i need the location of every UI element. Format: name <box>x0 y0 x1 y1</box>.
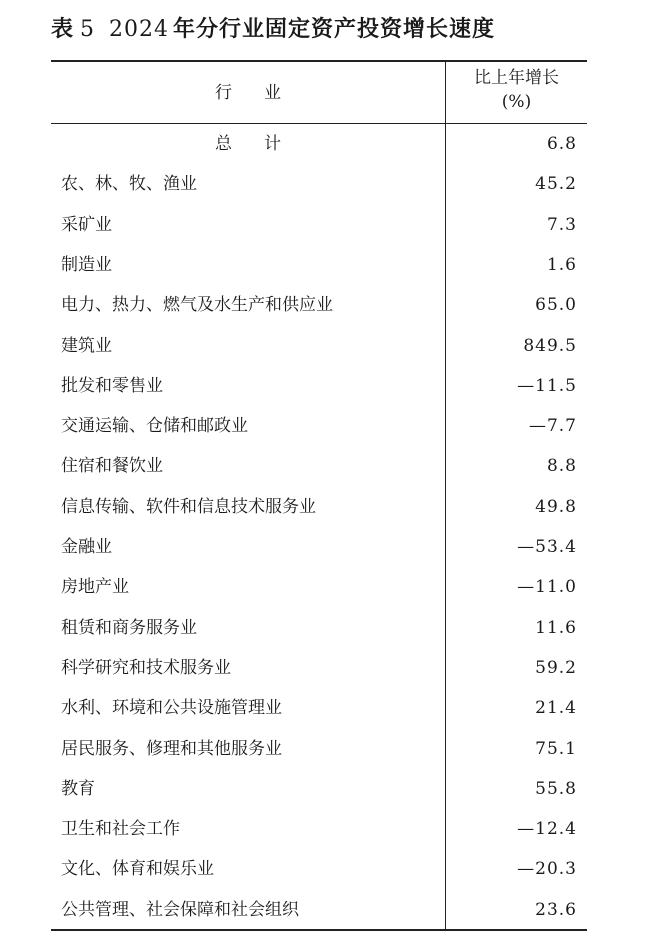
column-header-industry: 行业 <box>215 83 313 103</box>
growth-value: 49.8 <box>535 496 577 517</box>
table-title-prefix: 表 <box>51 17 75 42</box>
table-row <box>51 769 587 809</box>
table-row <box>51 205 587 245</box>
table-title-text: 年分行业固定资产投资增长速度 <box>173 17 496 42</box>
growth-value: 45.2 <box>535 174 577 195</box>
table-row <box>51 245 587 285</box>
growth-value: —11.0 <box>517 577 577 598</box>
industry-name: 建筑业 <box>61 335 112 356</box>
growth-value: —12.4 <box>517 819 577 840</box>
table-row-total <box>51 124 587 164</box>
growth-value: 11.6 <box>535 617 577 638</box>
column-header-growth-label: 比上年增长 <box>474 68 559 88</box>
industry-name: 交通运输、仓储和邮政业 <box>61 416 248 437</box>
industry-name: 科学研究和技术服务业 <box>61 657 231 678</box>
industry-name: 卫生和社会工作 <box>61 819 180 840</box>
growth-value: 23.6 <box>535 899 577 920</box>
table-row <box>51 567 587 607</box>
table-title-year: 2024 <box>109 17 170 42</box>
growth-value: —7.7 <box>528 416 577 437</box>
industry-name: 采矿业 <box>61 214 112 235</box>
table-row <box>51 809 587 849</box>
growth-value: —11.5 <box>517 375 577 396</box>
table-top-rule <box>51 60 587 62</box>
growth-value: 7.3 <box>546 214 577 235</box>
table-row <box>51 729 587 769</box>
industry-name: 农、林、牧、渔业 <box>61 174 197 195</box>
table-title-number: 5 <box>80 17 96 42</box>
table-row <box>51 366 587 406</box>
growth-value: 6.8 <box>546 134 577 154</box>
table-row <box>51 446 587 486</box>
growth-value: 8.8 <box>546 456 577 477</box>
growth-value: 65.0 <box>535 295 577 316</box>
table-row <box>51 406 587 446</box>
industry-name: 文化、体育和娱乐业 <box>61 859 214 880</box>
industry-name: 居民服务、修理和其他服务业 <box>61 738 282 759</box>
growth-value: 1.6 <box>546 254 577 275</box>
industry-name: 租赁和商务服务业 <box>61 617 197 638</box>
industry-name: 总计 <box>215 134 313 154</box>
growth-value: 75.1 <box>535 738 577 759</box>
column-header-growth <box>446 66 587 114</box>
table-row <box>51 527 587 567</box>
table-row <box>51 849 587 889</box>
growth-value: 59.2 <box>535 657 577 678</box>
industry-name: 金融业 <box>61 537 112 557</box>
industry-name: 制造业 <box>61 254 112 275</box>
growth-value: —53.4 <box>517 537 577 557</box>
table-row <box>51 688 587 728</box>
industry-name: 批发和零售业 <box>61 375 163 396</box>
table-row <box>51 608 587 648</box>
table-row <box>51 648 587 688</box>
industry-name: 信息传输、软件和信息技术服务业 <box>61 496 316 517</box>
industry-name: 电力、热力、燃气及水生产和供应业 <box>61 295 333 316</box>
table-title <box>51 12 495 48</box>
column-header-growth-unit: (%) <box>501 92 532 112</box>
table-row <box>51 164 587 204</box>
growth-value: 849.5 <box>523 335 577 356</box>
growth-value: 21.4 <box>535 698 577 719</box>
table-row <box>51 890 587 930</box>
industry-name: 水利、环境和公共设施管理业 <box>61 698 282 719</box>
growth-value: 55.8 <box>535 778 577 799</box>
industry-name: 公共管理、社会保障和社会组织 <box>61 899 299 920</box>
table-row <box>51 285 587 325</box>
table-row <box>51 487 587 527</box>
growth-value: —20.3 <box>517 859 577 880</box>
industry-name: 教育 <box>61 778 95 799</box>
table-row <box>51 326 587 366</box>
industry-name: 房地产业 <box>61 577 129 598</box>
industry-name: 住宿和餐饮业 <box>61 456 163 477</box>
